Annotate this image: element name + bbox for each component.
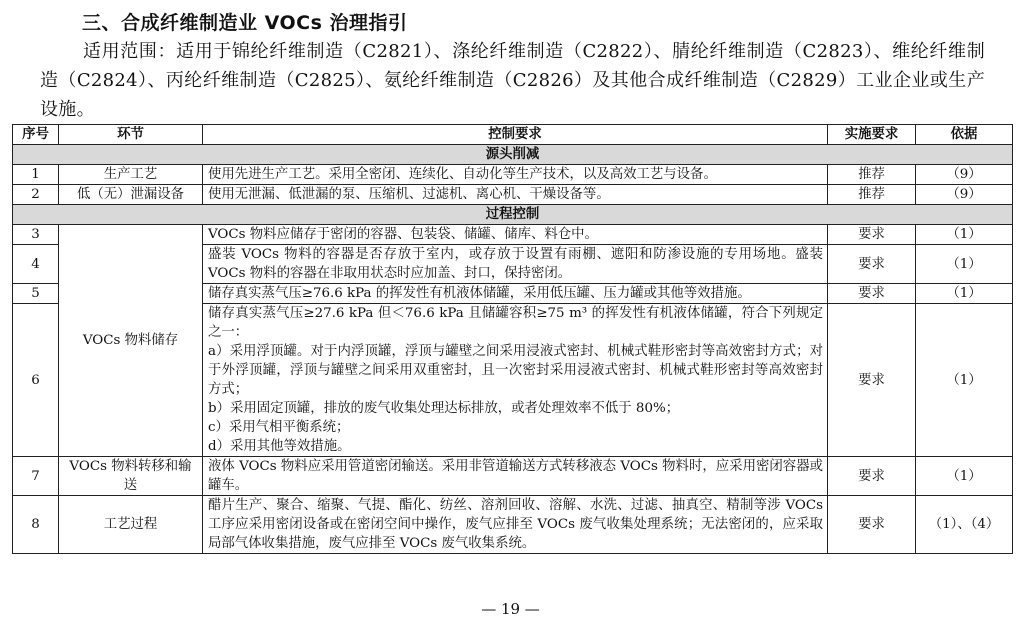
row-implementation: 要求 bbox=[828, 225, 916, 245]
scope-paragraph: 适用范围：适用于锦纶纤维制造（C2821）、涤纶纤维制造（C2822）、腈纶纤维制造（C2823）、维纶纤维制造（C2824）、丙纶纤维制造（C2825）、氨纶纤维制造（C2826）及其他合成纤维制造（C2829）工业企业或生产设施。 bbox=[40, 41, 985, 120]
row-requirement: 使用无泄漏、低泄漏的泵、压缩机、过滤机、离心机、干燥设备等。 bbox=[203, 185, 828, 205]
row-basis: （1） bbox=[916, 457, 1013, 496]
table-row bbox=[13, 496, 1013, 554]
table-row bbox=[13, 185, 1013, 205]
row-requirement: VOCs 物料应储存于密闭的容器、包装袋、储罐、储库、料仓中。 bbox=[203, 225, 828, 245]
row-basis: （1）、（4） bbox=[916, 496, 1013, 554]
row-no: 6 bbox=[13, 304, 59, 457]
header-implementation: 实施要求 bbox=[828, 125, 916, 145]
header-basis: 依据 bbox=[916, 125, 1013, 145]
row-link: 工艺过程 bbox=[59, 496, 203, 554]
header-link: 环节 bbox=[59, 125, 203, 145]
row-requirement: 液体 VOCs 物料应采用管道密闭输送。采用非管道输送方式转移液态 VOCs 物料时，应采用密闭容器或罐车。 bbox=[203, 457, 828, 496]
row-link: VOCs 物料转移和输送 bbox=[59, 457, 203, 496]
row-no: 8 bbox=[13, 496, 59, 554]
row-implementation: 要求 bbox=[828, 457, 916, 496]
row-requirement: 盛装 VOCs 物料的容器是否存放于室内，或存放于设置有雨棚、遮阳和防渗设施的专用场地。盛装 VOCs 物料的容器在非取用状态时应加盖、封口，保持密闭。 bbox=[203, 245, 828, 284]
header-requirement: 控制要求 bbox=[203, 125, 828, 145]
section-row bbox=[13, 205, 1013, 225]
row-link: VOCs 物料储存 bbox=[59, 225, 203, 457]
row-basis: （1） bbox=[916, 304, 1013, 457]
requirement-line: c）采用气相平衡系统； bbox=[208, 420, 350, 435]
row-basis: （1） bbox=[916, 245, 1013, 284]
row-requirement: 醋片生产、聚合、缩聚、气提、酯化、纺丝、溶剂回收、溶解、水洗、过滤、抽真空、精制等涉 VOCs 工序应采用密闭设备或在密闭空间中操作，废气应排至 VOCs 废气收集处理系统；无法密闭的，应采取局部气体收集措施，废气应排至 VOCs 废气收集系统。 bbox=[203, 496, 828, 554]
row-basis: （9） bbox=[916, 185, 1013, 205]
section-title: 源头削减 bbox=[13, 145, 1013, 165]
section-heading: 三、合成纤维制造业 VOCs 治理指引 bbox=[82, 12, 408, 34]
row-implementation: 要求 bbox=[828, 304, 916, 457]
table-row bbox=[13, 225, 1013, 245]
page-number: — 19 — bbox=[481, 600, 540, 618]
row-implementation: 要求 bbox=[828, 284, 916, 304]
row-no: 4 bbox=[13, 245, 59, 284]
row-no: 1 bbox=[13, 165, 59, 185]
requirement-line: a）采用浮顶罐。对于内浮顶罐，浮顶与罐壁之间采用浸液式密封、机械式鞋形密封等高效密封方式；对于外浮顶罐，浮顶与罐壁之间采用双重密封，且一次密封采用浸液式密封、机械式鞋形密封等高效密封方式； bbox=[208, 344, 823, 397]
requirement-line: d）采用其他等效措施。 bbox=[208, 439, 351, 454]
requirement-line: b）采用固定顶罐，排放的废气收集处理达标排放，或者处理效率不低于 80%； bbox=[208, 401, 680, 416]
row-basis: （1） bbox=[916, 225, 1013, 245]
table-row bbox=[13, 457, 1013, 496]
row-link: 生产工艺 bbox=[59, 165, 203, 185]
requirement-line: 储存真实蒸气压≥27.6 kPa 但＜76.6 kPa 且储罐容积≥75 m³ 的挥发性有机液体储罐，符合下列规定之一： bbox=[208, 306, 823, 340]
section-row bbox=[13, 145, 1013, 165]
row-implementation: 推荐 bbox=[828, 165, 916, 185]
row-link: 低（无）泄漏设备 bbox=[59, 185, 203, 205]
row-basis: （9） bbox=[916, 165, 1013, 185]
row-implementation: 推荐 bbox=[828, 185, 916, 205]
control-requirements-table bbox=[12, 124, 1013, 554]
section-title: 过程控制 bbox=[13, 205, 1013, 225]
row-no: 7 bbox=[13, 457, 59, 496]
row-no: 2 bbox=[13, 185, 59, 205]
row-no: 5 bbox=[13, 284, 59, 304]
row-implementation: 要求 bbox=[828, 496, 916, 554]
row-requirement: 使用先进生产工艺。采用全密闭、连续化、自动化等生产技术，以及高效工艺与设备。 bbox=[203, 165, 828, 185]
row-basis: （1） bbox=[916, 284, 1013, 304]
table-row bbox=[13, 165, 1013, 185]
table-header-row bbox=[13, 125, 1013, 145]
header-no: 序号 bbox=[13, 125, 59, 145]
row-no: 3 bbox=[13, 225, 59, 245]
row-implementation: 要求 bbox=[828, 245, 916, 284]
row-requirement: 储存真实蒸气压≥76.6 kPa 的挥发性有机液体储罐，采用低压罐、压力罐或其他等效措施。 bbox=[203, 284, 828, 304]
row-requirement bbox=[203, 304, 828, 457]
